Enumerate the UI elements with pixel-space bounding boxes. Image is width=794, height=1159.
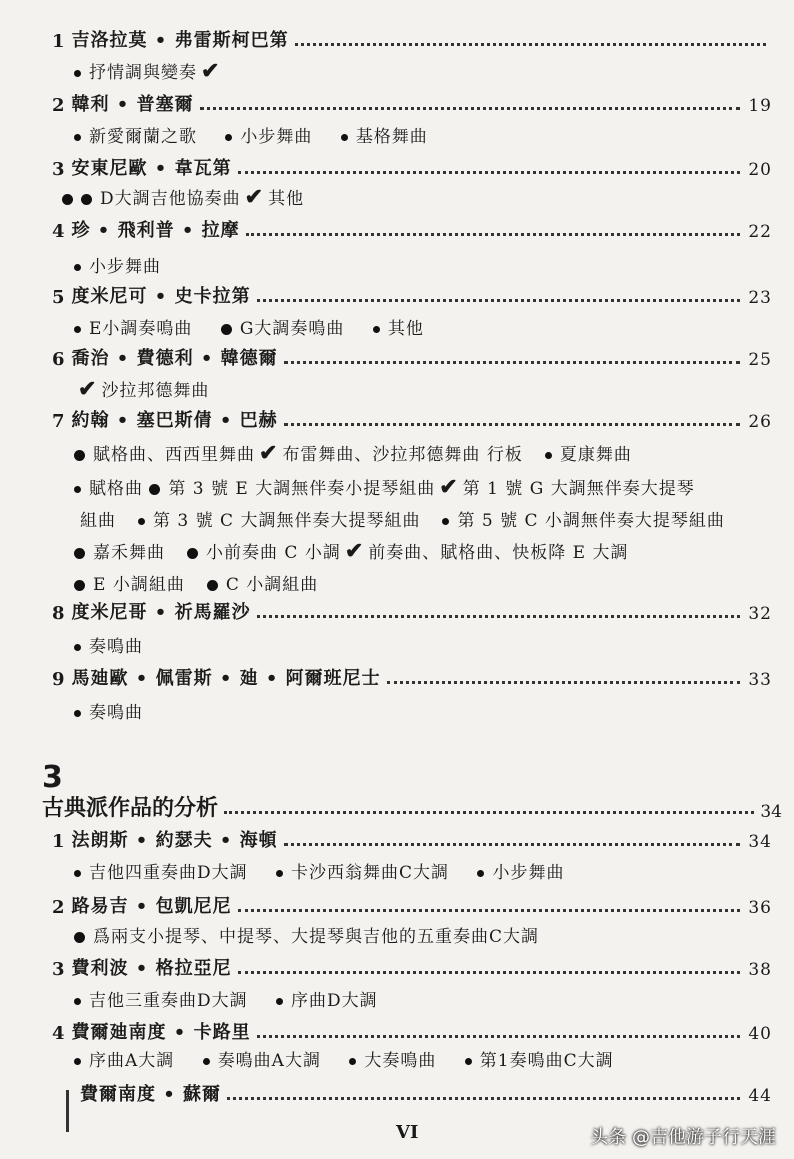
page-number: 25	[748, 350, 772, 370]
page-number: 44	[748, 1086, 772, 1106]
works-line-7e: E 小調組曲 C 小調組曲	[74, 570, 340, 595]
composer-name: 珍 • 飛利普 • 拉摩	[71, 220, 240, 241]
check-mark-icon: ✔	[78, 376, 98, 402]
bullet-icon	[74, 264, 81, 271]
page-number: 36	[748, 898, 772, 918]
works-line-9: 奏鳴曲	[74, 698, 143, 723]
composer-name: 路易吉 • 包凱尼尼	[71, 896, 232, 917]
bullet-icon	[465, 1058, 472, 1065]
page-number: 32	[748, 604, 772, 624]
toc-entry-9: 9 馬廸歐 • 佩雷斯 • 廸 • 阿爾班尼士 33	[52, 660, 772, 690]
works-line-c2: 爲兩支小提琴、中提琴、大提琴與吉他的五重奏曲C大調	[74, 922, 539, 947]
chapter-title: 古典派作品的分析 34	[42, 796, 782, 822]
bullet-icon	[442, 518, 449, 525]
bullet-icon	[203, 1058, 210, 1065]
bullet-icon	[74, 1058, 81, 1065]
bullet-icon	[207, 580, 218, 591]
works-line-6: ✔ 沙拉邦德舞曲	[78, 376, 210, 402]
bullet-icon	[74, 644, 81, 651]
composer-name: 安東尼歐 • 韋瓦第	[71, 158, 232, 179]
composer-name: 韓利 • 普塞爾	[71, 94, 194, 115]
toc-entry-6: 6 喬治 • 費德利 • 韓德爾 25	[52, 340, 772, 370]
toc-entry-c4: 4 費爾廸南度 • 卡路里 40	[52, 1014, 772, 1044]
works-line-8: 奏鳴曲	[74, 632, 143, 657]
bullet-icon	[74, 710, 81, 717]
bullet-icon	[74, 998, 81, 1005]
check-mark-icon: ✔	[201, 58, 221, 84]
page-number: 22	[748, 222, 772, 242]
composer-name: 費爾南度 • 蘇爾	[80, 1084, 222, 1105]
page-number: 33	[748, 670, 772, 690]
composer-name: 費爾廸南度 • 卡路里	[71, 1022, 251, 1043]
bullet-icon	[349, 1058, 356, 1065]
bullet-icon	[341, 134, 348, 141]
bullet-icon	[74, 486, 81, 493]
check-mark-icon: ✔	[259, 440, 279, 466]
bullet-icon	[225, 134, 232, 141]
page-number: 38	[748, 960, 772, 980]
page-number: 20	[748, 160, 772, 180]
toc-entry-3: 3 安東尼歐 • 韋瓦第 20	[52, 150, 772, 180]
bullet-icon	[74, 580, 85, 591]
check-mark-icon: ✔	[244, 184, 265, 210]
composer-name: 吉洛拉莫 • 弗雷斯柯巴第	[71, 30, 289, 51]
bullet-icon	[74, 450, 85, 461]
works-line-1: 抒情調與變奏 ✔	[74, 58, 224, 84]
page-number: 40	[748, 1024, 772, 1044]
works-line-3: D大調吉他協奏曲 ✔ 其他	[62, 184, 304, 210]
bullet-icon	[149, 484, 160, 495]
bullet-icon	[477, 870, 484, 877]
toc-entry-c1: 1 法朗斯 • 約瑟夫 • 海頓 34	[52, 822, 772, 852]
bullet-icon	[138, 518, 145, 525]
bullet-icon	[373, 326, 380, 333]
works-line-5: E小調奏鳴曲 G大調奏鳴曲 其他	[74, 314, 446, 339]
page-number: 19	[748, 96, 772, 116]
composer-name: 喬治 • 費德利 • 韓德爾	[71, 348, 278, 369]
footer-page-number: VI	[396, 1122, 419, 1143]
bullet-icon	[62, 194, 73, 205]
toc-entry-4: 4 珍 • 飛利普 • 拉摩 22	[52, 212, 772, 242]
composer-name: 法朗斯 • 約瑟夫 • 海頓	[71, 830, 278, 851]
toc-entry-7: 7 約翰 • 塞巴斯倩 • 巴赫 26	[52, 402, 772, 432]
page-number: 26	[748, 412, 772, 432]
margin-rule	[66, 1090, 69, 1132]
toc-entry-5: 5 度米尼可 • 史卡拉第 23	[52, 278, 772, 308]
bullet-icon	[81, 194, 92, 205]
bullet-icon	[187, 548, 198, 559]
check-mark-icon: ✔	[344, 538, 365, 564]
bullet-icon	[74, 932, 85, 943]
works-line-c3: 吉他三重奏曲D大調 序曲D大調	[74, 986, 400, 1011]
page-number: 34	[760, 802, 782, 822]
leader-dots	[295, 42, 766, 46]
toc-entry-c2: 2 路易吉 • 包凱尼尼 36	[52, 888, 772, 918]
works-line-c1: 吉他四重奏曲D大調 卡沙西翁舞曲C大調 小步舞曲	[74, 858, 586, 883]
bullet-icon	[74, 326, 81, 333]
works-line-c4: 序曲A大調 奏鳴曲A大調 大奏鳴曲 第1奏鳴曲C大調	[74, 1046, 636, 1071]
watermark: 头条 @吉他游子行天涯	[590, 1127, 776, 1148]
page-number: 23	[748, 288, 772, 308]
bullet-icon	[74, 70, 81, 77]
page-number: 34	[748, 832, 772, 852]
composer-name: 費利波 • 格拉亞尼	[71, 958, 232, 979]
composer-name: 度米尼可 • 史卡拉第	[71, 286, 251, 307]
composer-name: 馬廸歐 • 佩雷斯 • 廸 • 阿爾班尼士	[71, 668, 381, 689]
bullet-icon	[221, 324, 232, 335]
bullet-icon	[74, 870, 81, 877]
toc-entry-8: 8 度米尼哥 • 祈馬羅沙 32	[52, 594, 772, 624]
composer-name: 度米尼哥 • 祈馬羅沙	[71, 602, 251, 623]
bullet-icon	[74, 548, 85, 559]
works-line-4: 小步舞曲	[74, 252, 161, 277]
chapter-number: 3	[42, 760, 63, 795]
toc-entry-c3: 3 費利波 • 格拉亞尼 38	[52, 950, 772, 980]
works-line-2: 新愛爾蘭之歌 小步舞曲 基格舞曲	[74, 122, 450, 147]
check-mark-icon: ✔	[439, 474, 459, 500]
works-line-7c: 組曲 第 3 號 C 大調無伴奏大提琴組曲 第 5 號 C 小調無伴奏大提琴組曲	[80, 511, 725, 531]
works-line-7a: 賦格曲、西西里舞曲 ✔ 布雷舞曲、沙拉邦德舞曲 行板 夏康舞曲	[74, 440, 632, 466]
works-line-7b: 賦格曲 第 3 號 E 大調無伴奏小提琴組曲 ✔ 第 1 號 G 大調無伴奏大提琴	[74, 474, 695, 500]
bullet-icon	[74, 134, 81, 141]
bullet-icon	[276, 998, 283, 1005]
toc-entry-1: 1 吉洛拉莫 • 弗雷斯柯巴第	[52, 22, 772, 52]
toc-entry-c5	[80, 1076, 772, 1106]
toc-entry-2: 2 韓利 • 普塞爾 19	[52, 86, 772, 116]
composer-name: 約翰 • 塞巴斯倩 • 巴赫	[71, 410, 278, 431]
bullet-icon	[276, 870, 283, 877]
works-line-7d: 嘉禾舞曲 小前奏曲 C 小調 ✔ 前奏曲、賦格曲、快板降 E 大調	[74, 538, 628, 564]
bullet-icon	[545, 452, 552, 459]
